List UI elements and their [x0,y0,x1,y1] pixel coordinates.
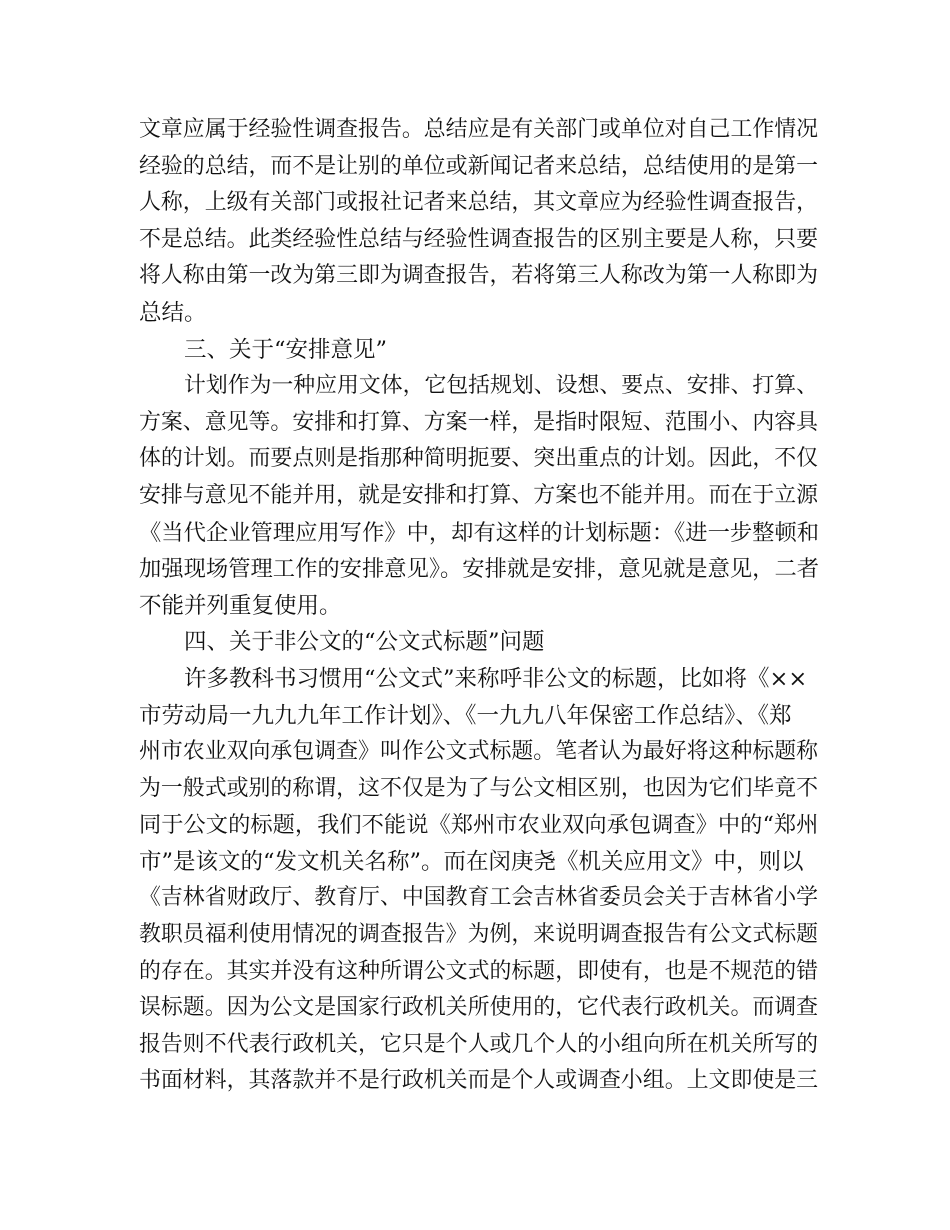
text-line: 《当代企业管理应用写作》中，却有这样的计划标题：《进一步整顿和 [139,519,820,546]
text-line: 《吉林省财政厅、教育厅、中国教育工会吉林省委员会关于吉林省小学 [139,885,819,911]
text-line: 方案、意见等。安排和打算、方案一样，是指时限短、范围小、内容具 [139,409,819,435]
text-line: 不能并列重复使用。 [139,592,342,619]
text-line: 同于公文的标题，我们不能说《郑州市农业双向承包调查》中的“郑州 [139,812,819,839]
text-line: 文章应属于经验性调查报告。总结应是有关部门或单位对自己工作情况 [139,117,819,142]
text-line: 许多教科书习惯用“公文式”来称呼非公文的标题，比如将《×× [184,665,808,692]
text-line: 人称，上级有关部门或报社记者来总结，其文章应为经验性调查报告， [139,190,819,216]
text-line: 的存在。其实并没有这种所谓公文式的标题，即使有，也是不规范的错 [139,958,819,984]
text-line: 将人称由第一改为第三即为调查报告，若将第三人称改为第一人称即为 [139,263,819,289]
text-line: 体的计划。而要点则是指那种简明扼要、突出重点的计划。因此，不仅 [139,446,819,472]
text-line: 计划作为一种应用文体，它包括规划、设想、要点、安排、打算、 [184,373,818,399]
text-line: 安排与意见不能并用，就是安排和打算、方案也不能并用。而在于立源 [139,482,819,508]
text-line: 加强现场管理工作的安排意见》。安排就是安排，意见就是意见，二者 [139,556,820,583]
text-line: 三、关于“安排意见” [184,336,388,363]
text-line: 报告则不代表行政机关，它只是个人或几个人的小组向所在机关所写的 [139,1031,819,1057]
text-line: 四、关于非公文的“公文式标题”问题 [184,629,545,656]
text-line: 市劳动局一九九九年工作计划》、《一九九八年保密工作总结》、《郑 [139,702,792,729]
document-body [139,112,819,1100]
text-line: 书面材料，其落款并不是行政机关而是个人或调查小组。上文即使是三 [139,1068,819,1094]
text-line: 不是总结。此类经验性总结与经验性调查报告的区别主要是人称，只要 [139,226,819,252]
text-line: 为一般式或别的称谓，这不仅是为了与公文相区别，也因为它们毕竟不 [139,775,819,801]
text-line: 经验的总结，而不是让别的单位或新闻记者来总结，总结使用的是第一 [139,153,819,179]
text-line: 市”是该文的“发文机关名称”。而在闵庚尧《机关应用文》中，则以 [139,848,804,875]
text-line: 误标题。因为公文是国家行政机关所使用的，它代表行政机关。而调查 [139,995,819,1021]
text-line: 教职员福利使用情况的调查报告》为例，来说明调查报告有公文式标题 [139,922,819,948]
text-line: 州市农业双向承包调查》叫作公文式标题。笔者认为最好将这种标题称 [139,739,819,765]
text-line: 总结。 [139,299,207,326]
